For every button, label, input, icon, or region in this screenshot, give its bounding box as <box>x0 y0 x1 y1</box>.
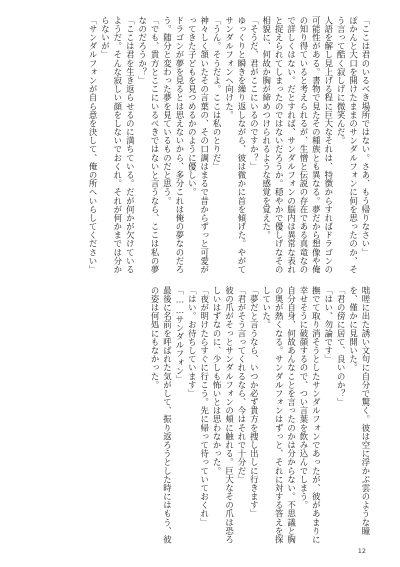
paragraph: 「はい。お待ちしています」 <box>187 286 198 398</box>
paragraph: ドラゴンが夢を見るとは思えないから、多分これは俺の夢なのだろう。随分と変わった夢を見ているものだと思う。 <box>162 16 185 274</box>
paragraph: 「君の傍に居て、良いのか？」 <box>336 286 347 407</box>
paragraph: 「夜が明けたらすぐに行こう。先に帰って待っていておくれ」 <box>199 286 210 527</box>
paragraph: 「でも、貴方とここにいるべきではないと言うなら、ここは私の夢なのだろうか？」 <box>137 16 161 274</box>
paragraph: 「夢だと言うなら、いつか必ず貴方を捜し出しに行きます」 <box>249 286 260 518</box>
paragraph: 「ここは君のいるべき場所ではない。さあ、もう帰りなさい」 <box>361 16 371 257</box>
paragraph: 「サンダルフォンが自ら意を決して、俺の所へいらしてください」 <box>88 16 99 274</box>
paragraph: 「君がそう言ってくれるなら、今はそれで十分だ」 <box>236 286 247 484</box>
paragraph: 「そうだ、君がここにいるのですか？」 <box>249 16 260 171</box>
paragraph: ゆっくりと瞬きを繰り返しながら、彼は微かに首を傾げた。やがてサンダルフォンへ向けた。 <box>224 16 247 274</box>
paragraph: 咄嗟に出た誘い文句に自分で驚く。彼は空に浮かぶ雲のような瞳を、僅かに見開いた。 <box>348 286 371 536</box>
paragraph: 「ここは君を生き返らせるのに満ちている。だが何かが欠けているようだ。そんな寂しい顔をしないでおくれ。それが何かまでは分からないが」 <box>100 16 136 274</box>
paragraph: 最後に名前を呼ばれた気がして、振り返ろうとした時にはもう、彼の姿は何処にもなかった。 <box>150 286 173 544</box>
text-block-bottom <box>28 286 372 544</box>
paragraph: 神々しく頷いたその言葉の、その口調はまるで昔からずっと可愛がってきた子どもを見つめるかのように優しい。 <box>187 16 210 274</box>
paragraph: ぽかんと大口を開けたままのサンダルフォンに何を思ったのか、そう言って酷く寂しげに微笑んだ。 <box>336 16 359 274</box>
paragraph: 撫でて取り消そうとしたサンダルフォンであったが、彼があまりに幸せそうに破顔するので、つい言葉を飲み込んでしまう。 <box>298 286 322 544</box>
paragraph: 「……サンダルフォン」 <box>174 286 185 384</box>
text-block-top <box>28 16 372 274</box>
paragraph: 「はい、勿論です」 <box>323 286 334 364</box>
paragraph: 彼の爪がそっとサンダルフォンの頬に触れる。巨大なその爪は恐ろしいはずなのに、少しも怖いとは思わなかった。 <box>212 286 235 544</box>
page-number: 12 <box>357 547 366 555</box>
paragraph: 自分自身、何故あんなことを言ったのかは分からない。不思議と胸の奥が熱くなる。サンダルフォンはずっと、それに対する答えを探していた。 <box>261 286 297 544</box>
paragraph: 「うん。そうだよ。ここは私のとりだ」 <box>212 16 223 171</box>
paragraph: 人語を解し見上げる程に巨大なそれは、特徴からすればドラゴンの可能性がある。書物で見たその種族とも異なる。夢だから想像や俺の知り得ていると考えられるが、生憎と伝説の存在である真竜なので詳しくはない。だとすれば、サンダルフォンの脳内は異常な表れと捉えられてしまったのではないだろうか。穏やかで優しげなその相貌に、何故か胸が締めつけられるような感覚を覚えた。 <box>261 16 334 274</box>
